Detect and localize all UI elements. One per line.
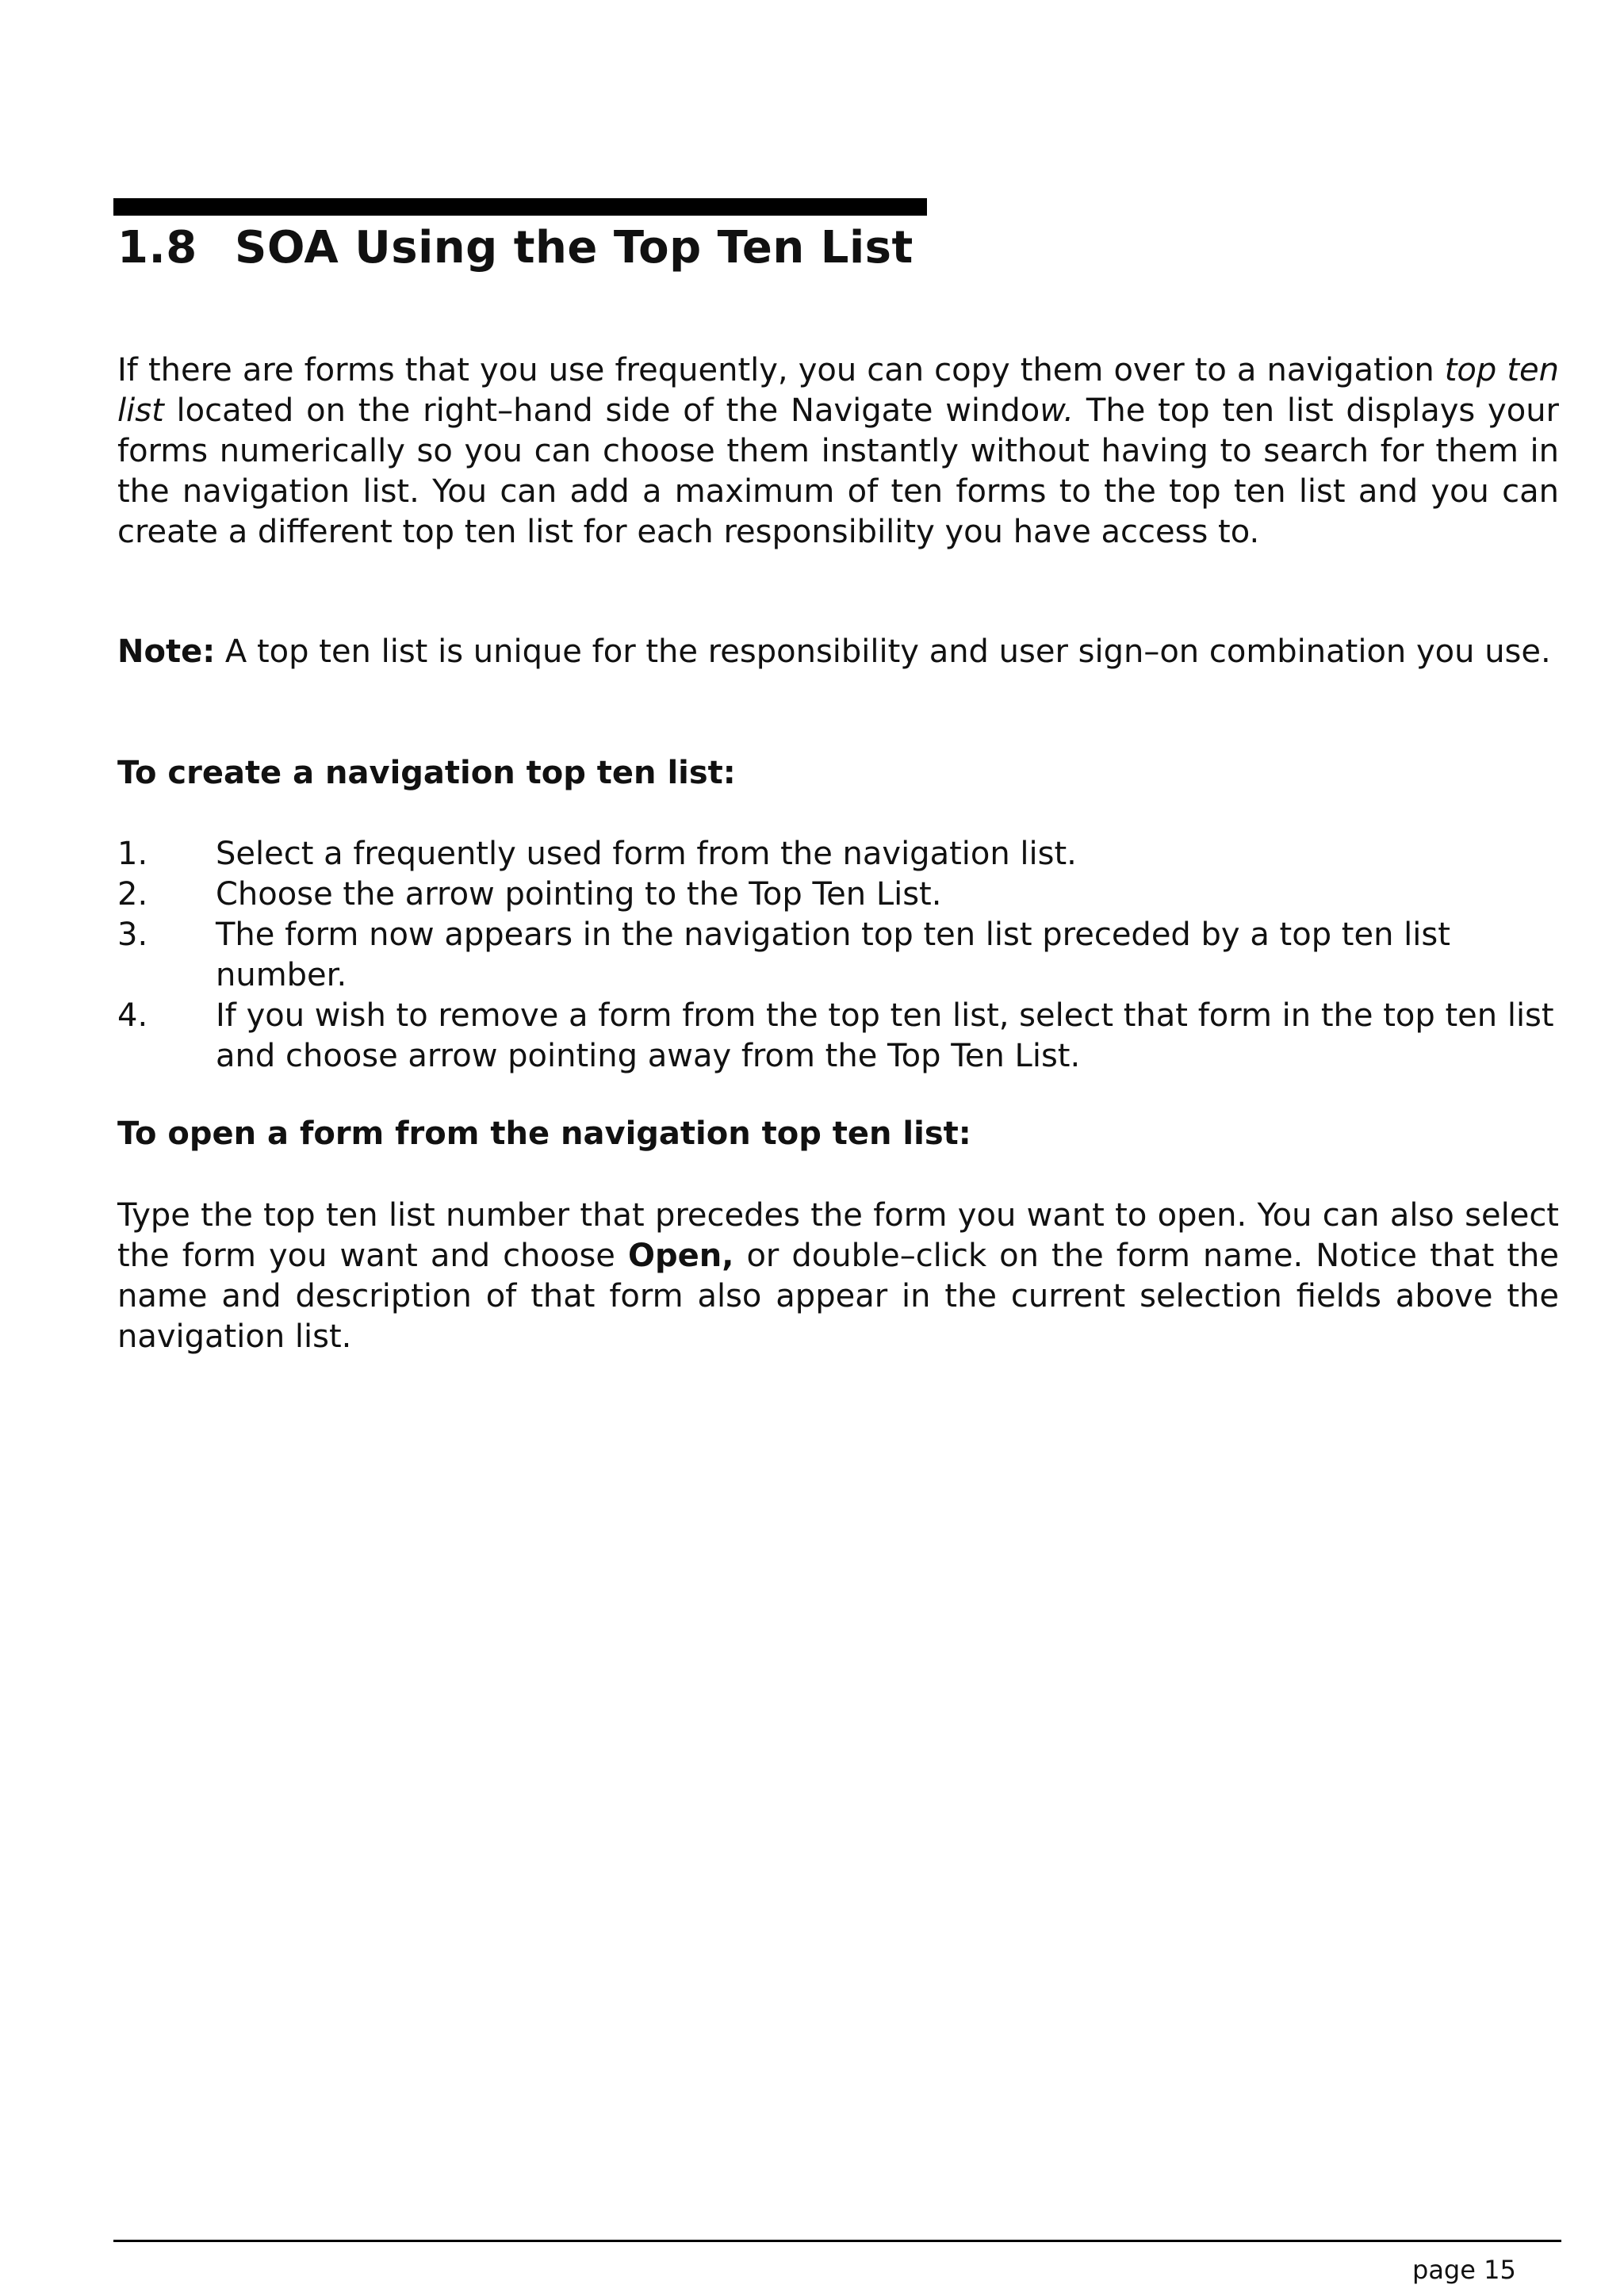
page-number: page 15 [1412, 2255, 1516, 2285]
open-paragraph [117, 1196, 1559, 1357]
intro-text-2: located on the right–hand side of the Navigate windo [163, 392, 1040, 429]
list-item [117, 915, 1559, 996]
open-heading: To open a form from the navigation top ten list: [117, 1115, 971, 1152]
section-title-text: SOA Using the Top Ten List [235, 222, 914, 274]
heading-rule [113, 198, 927, 216]
step-text: Choose the arrow pointing to the Top Ten List. [216, 876, 942, 913]
section-title [117, 222, 914, 274]
step-text: If you wish to remove a form from the top ten list, select that form in the top ten list and choose arrow pointing away from the Top Ten List. [216, 997, 1554, 1074]
note-label: Note: [117, 633, 216, 670]
note-text: A top ten list is unique for the responsibility and user sign–on combination you use. [215, 633, 1551, 670]
steps-list [117, 834, 1559, 1077]
intro-paragraph [117, 350, 1559, 553]
step-number: 2. [117, 876, 148, 913]
step-number: 4. [117, 997, 148, 1034]
step-text: The form now appears in the navigation top ten list preceded by a top ten list number. [216, 916, 1450, 993]
list-item [117, 996, 1559, 1077]
intro-emphasis: top ten list [117, 352, 1560, 429]
list-item [117, 834, 1559, 874]
section-number: 1.8 [117, 222, 197, 274]
intro-emphasis-2: w. [1040, 392, 1074, 429]
note-paragraph [117, 632, 1559, 672]
step-number: 1. [117, 836, 148, 872]
open-text-1: Type the top ten list number that precedes the form you want to open. You can also select the form you want and choose [117, 1197, 1559, 1274]
intro-text-1: If there are forms that you use frequently, you can copy them over to a navigation [117, 352, 1445, 388]
create-heading: To create a navigation top ten list: [117, 755, 736, 791]
open-text-2: or double–click on the form name. Notice that the name and description of that form also appear in the current selection fields above the navigation list. [117, 1238, 1559, 1355]
step-text: Select a frequently used form from the navigation list. [216, 836, 1077, 872]
list-item [117, 874, 1559, 915]
footer-rule [113, 2240, 1561, 2242]
intro-text-3: The top ten list displays your forms numerically so you can choose them instantly without having to search for them in the navigation list. You can add a maximum of ten forms to the top ten list and you can create a different top ten list for each responsibility you have access to. [117, 392, 1560, 550]
open-bold: Open, [627, 1238, 734, 1274]
step-number: 3. [117, 916, 148, 953]
